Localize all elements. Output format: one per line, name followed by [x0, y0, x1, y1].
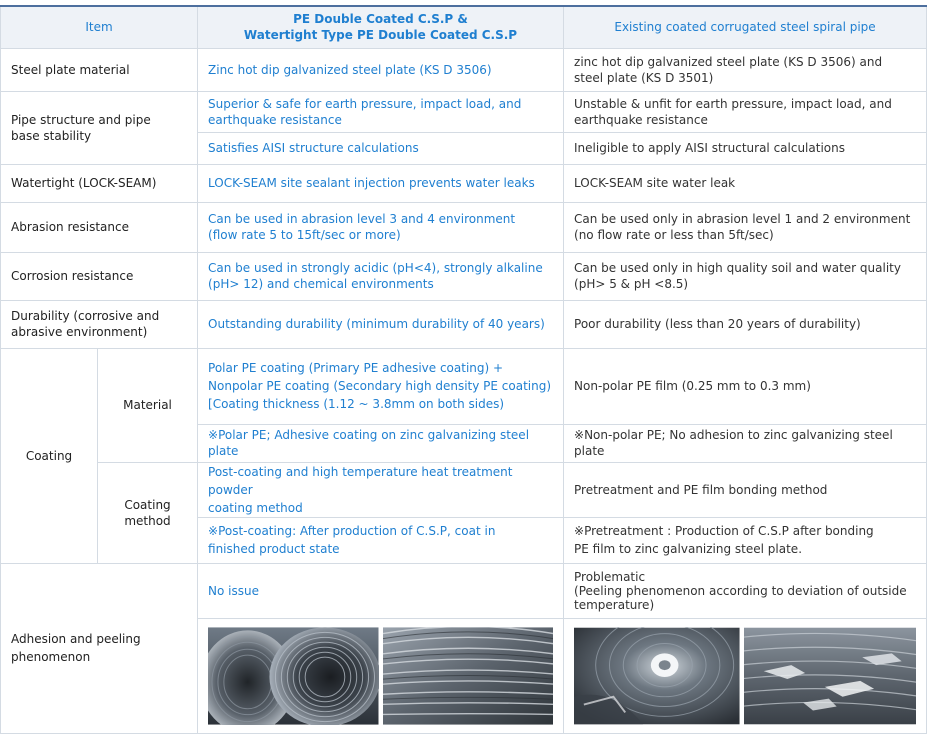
label-adhesion [1, 563, 198, 733]
row-durability [1, 300, 927, 348]
pe-coating-material-1-line-2: Nonpolar PE coating (Secondary high density PE coating) [208, 379, 552, 393]
existing-steel-plate [564, 48, 927, 91]
label-coating-material: Material [98, 348, 198, 462]
pe-durability: Outstanding durability (minimum durability of 40 years) [198, 300, 564, 348]
label-watertight: Watertight (LOCK-SEAM) [1, 164, 198, 202]
header-pe-line-2: Watertight Type PE Double Coated C.S.P [243, 28, 518, 43]
existing-abrasion-line-1: Can be used only in abrasion level 1 and 2 environment [574, 212, 911, 226]
pe-corrosion-line-1: Can be used in strongly acidic (pH<4), strongly alkaline [208, 261, 543, 275]
existing-pipe-structure-1-line-2: earthquake resistance [574, 112, 708, 127]
header-existing-product: Existing coated corrugated steel spiral pipe [564, 6, 927, 48]
existing-abrasion-line-2: (no flow rate or less than 5ft/sec) [574, 228, 774, 242]
existing-coating-method-2 [564, 517, 927, 563]
row-pipe-structure-1 [1, 91, 927, 132]
existing-coating-material-2: ※Non-polar PE; No adhesion to zinc galvanizing steel plate [564, 424, 927, 462]
pe-coating-material-1-line-3: [Coating thickness (1.12 ~ 3.8mm on both sides) [208, 397, 505, 411]
pe-pipe-structure-2: Satisfies AISI structure calculations [198, 132, 564, 164]
pe-pipe-structure-1-line-1: Superior & safe for earth pressure, impact load, and [208, 96, 522, 111]
header-item: Item [1, 6, 198, 48]
existing-steel-plate-line-1: zinc hot dip galvanized steel plate (KS D 3506) and [574, 54, 883, 69]
label-steel-plate: Steel plate material [1, 48, 198, 91]
existing-adhesion-line-2: (Peeling phenomenon according to deviation of outside [574, 583, 907, 598]
row-adhesion [1, 563, 927, 618]
existing-abrasion [564, 202, 927, 252]
existing-pipe-structure-1 [564, 91, 927, 132]
row-steel-plate [1, 48, 927, 91]
existing-adhesion-photos [564, 618, 927, 733]
pe-coating-method-2-line-1: ※Post-coating: After production of C.S.P, coat in [208, 524, 496, 538]
existing-adhesion [564, 563, 927, 618]
pe-abrasion-line-1: Can be used in abrasion level 3 and 4 environment [208, 212, 516, 226]
row-corrosion [1, 252, 927, 300]
pe-pipe-structure-1 [198, 91, 564, 132]
pe-coating-material-1 [198, 348, 564, 424]
row-abrasion [1, 202, 927, 252]
pe-pipe-photo-2 [383, 627, 554, 725]
existing-steel-plate-line-2: steel plate (KS D 3501) [574, 70, 714, 85]
pe-coating-method-1-line-1: Post-coating and high temperature heat treatment powder [208, 464, 513, 497]
pe-abrasion [198, 202, 564, 252]
existing-adhesion-line-3: temperature) [574, 597, 655, 612]
pe-abrasion-line-2: (flow rate 5 to 15ft/sec or more) [208, 228, 401, 242]
label-coating: Coating [1, 348, 98, 563]
pe-adhesion-photos [198, 618, 564, 733]
pe-steel-plate: Zinc hot dip galvanized steel plate (KS D 3506) [198, 48, 564, 91]
row-coating-material-1 [1, 348, 927, 424]
existing-pipe-photo-1 [574, 627, 740, 725]
existing-corrosion [564, 252, 927, 300]
pe-corrosion-line-2: (pH> 12) and chemical environments [208, 277, 434, 291]
existing-coating-method-1: Pretreatment and PE film bonding method [564, 462, 927, 517]
label-adhesion-line-1: Adhesion and peeling [11, 632, 141, 646]
label-pipe-structure-line-1: Pipe structure and pipe [11, 112, 151, 127]
header-row [1, 6, 927, 48]
existing-corrosion-line-2: (pH> 5 & pH <8.5) [574, 277, 689, 291]
comparison-table [0, 5, 927, 734]
existing-watertight: LOCK-SEAM site water leak [564, 164, 927, 202]
header-pe-line-1: PE Double Coated C.S.P & [293, 12, 468, 27]
label-adhesion-line-2: phenomenon [11, 650, 91, 664]
existing-corrosion-line-1: Can be used only in high quality soil and water quality [574, 261, 901, 275]
label-durability-line-1: Durability (corrosive and [11, 309, 160, 323]
label-coating-method-line-1: Coating [124, 497, 171, 512]
pe-pipe-structure-1-line-2: earthquake resistance [208, 112, 342, 127]
existing-pipe-structure-2: Ineligible to apply AISI structural calculations [564, 132, 927, 164]
existing-photo-pair [574, 627, 916, 725]
existing-pipe-structure-1-line-1: Unstable & unfit for earth pressure, impact load, and [574, 96, 892, 111]
label-pipe-structure-line-2: base stability [11, 128, 92, 143]
pe-coating-material-1-line-1: Polar PE coating (Primary PE adhesive coating) + [208, 361, 504, 375]
row-coating-method-1 [1, 462, 927, 517]
pe-coating-method-2-line-2: finished product state [208, 542, 340, 556]
pe-pipe-photo-1 [208, 627, 379, 725]
label-corrosion: Corrosion resistance [1, 252, 198, 300]
pe-adhesion: No issue [198, 563, 564, 618]
label-durability [1, 300, 198, 348]
label-coating-method-line-2: method [124, 513, 171, 528]
pe-photo-pair [208, 627, 553, 725]
pe-coating-method-1-line-2: coating method [208, 500, 303, 515]
pe-coating-method-1 [198, 462, 564, 517]
label-durability-line-2: abrasive environment) [11, 325, 148, 339]
existing-durability: Poor durability (less than 20 years of durability) [564, 300, 927, 348]
existing-coating-method-2-line-1: ※Pretreatment : Production of C.S.P after bonding [574, 524, 874, 538]
label-coating-method [98, 462, 198, 563]
row-watertight [1, 164, 927, 202]
pe-watertight: LOCK-SEAM site sealant injection prevents water leaks [198, 164, 564, 202]
existing-coating-method-2-line-2: PE film to zinc galvanizing steel plate. [574, 542, 803, 556]
existing-coating-material-1: Non-polar PE film (0.25 mm to 0.3 mm) [564, 348, 927, 424]
pe-corrosion [198, 252, 564, 300]
pe-coating-material-2: ※Polar PE; Adhesive coating on zinc galvanizing steel plate [198, 424, 564, 462]
label-abrasion: Abrasion resistance [1, 202, 198, 252]
pe-coating-method-2 [198, 517, 564, 563]
existing-pipe-photo-2 [744, 627, 916, 725]
label-pipe-structure [1, 91, 198, 164]
header-pe-product [198, 6, 564, 48]
existing-adhesion-line-1: Problematic [574, 569, 646, 584]
